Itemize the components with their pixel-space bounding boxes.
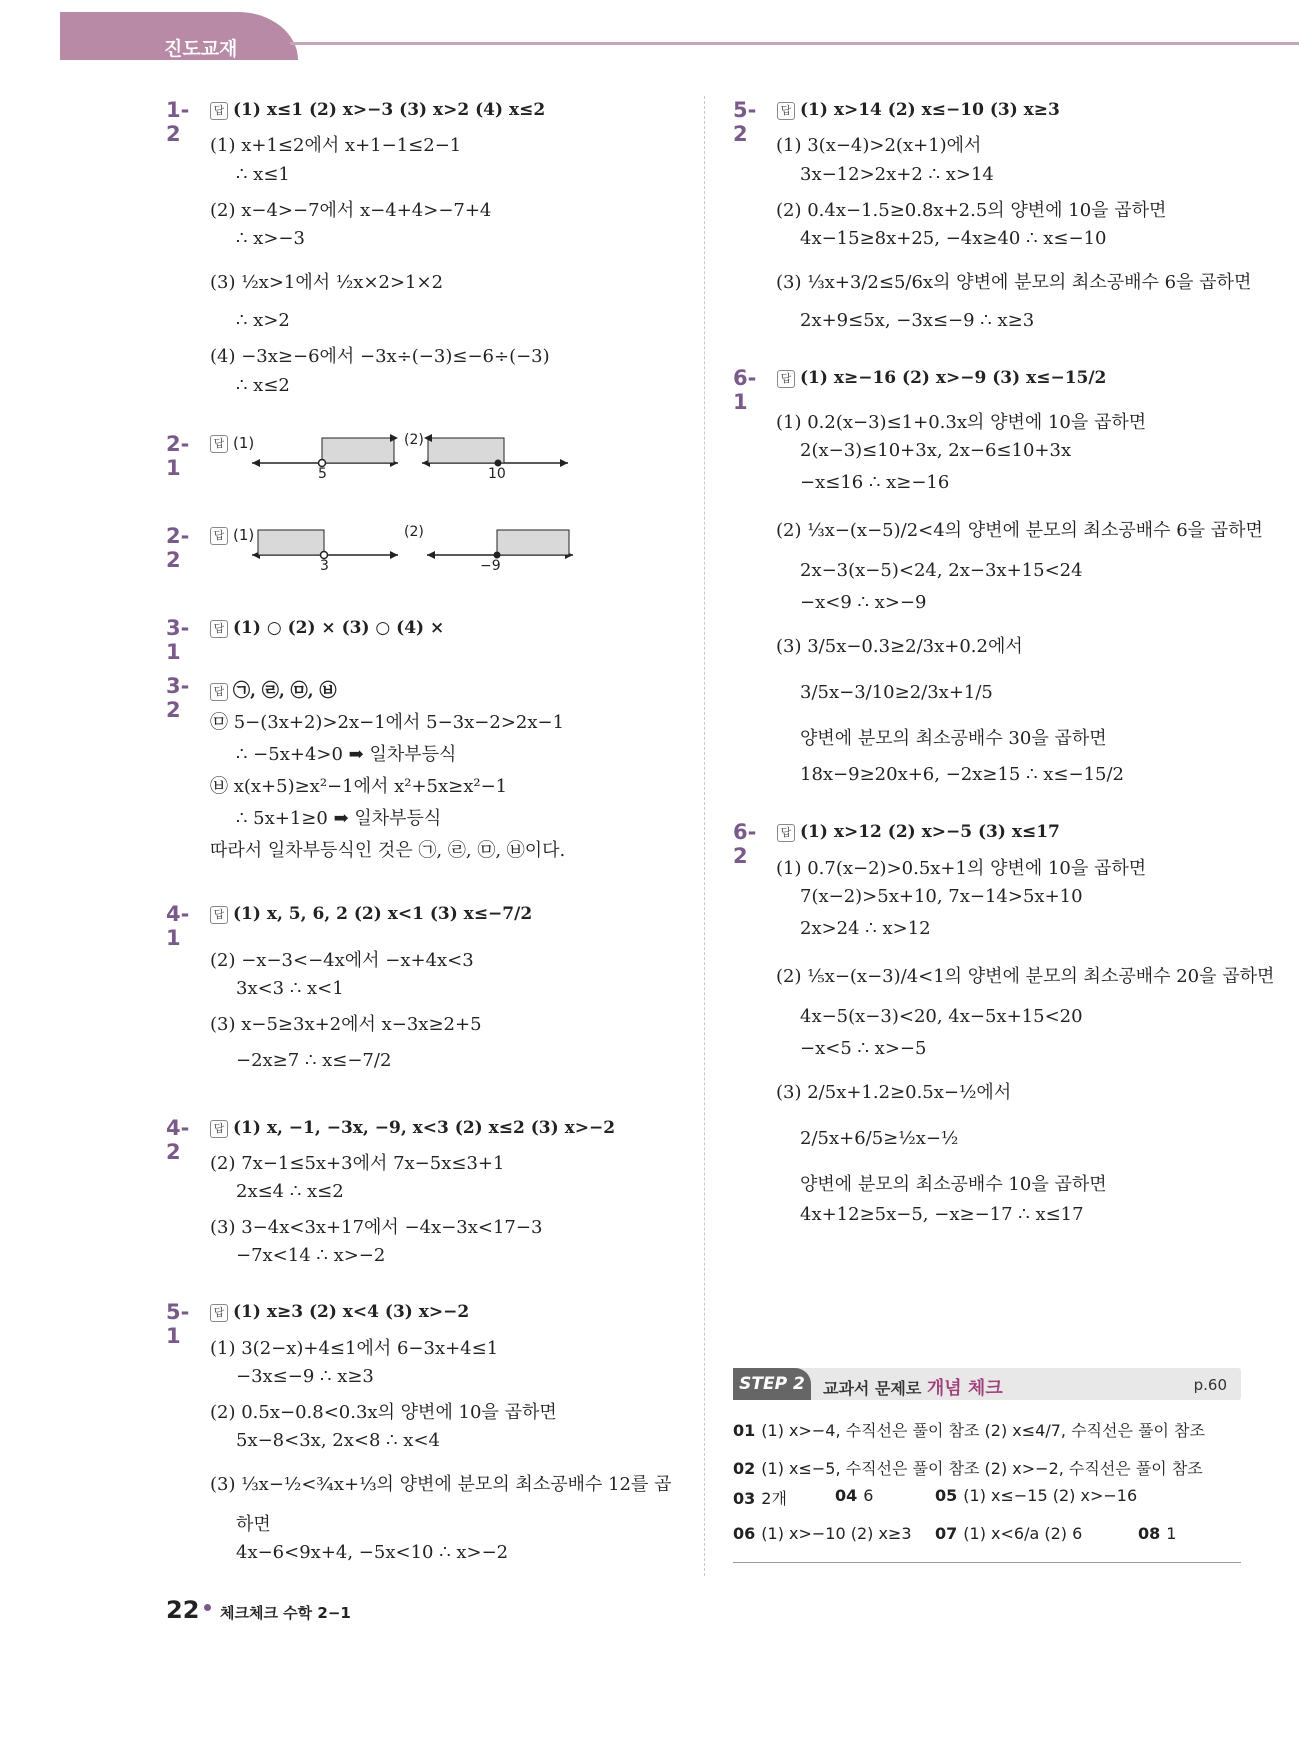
problem-number: 4-2 — [166, 1116, 190, 1164]
solution-line: ∴ x≤2 — [236, 375, 290, 396]
book-title: 체크체크 수학 2−1 — [220, 1604, 351, 1622]
solution-line: 4x−6<9x+4, −5x<10 ∴ x>−2 — [236, 1542, 509, 1563]
answer-icon: 답 — [210, 527, 228, 545]
step2-item: 02 (1) x≤−5, 수직선은 풀이 참조 (2) x>−2, 수직선은 풀이 참조 — [733, 1459, 1203, 1478]
solution-line: 3/5x−3/10≥2/3x+1/5 — [800, 682, 993, 703]
step2-bottom-rule — [733, 1562, 1241, 1563]
solution-line: 5x−8<3x, 2x<8 ∴ x<4 — [236, 1430, 440, 1451]
tick-label: −9 — [480, 558, 501, 574]
solution-line: 2/5x+6/5≥½x−½ — [800, 1128, 959, 1149]
solution-line: 18x−9≥20x+6, −2x≥15 ∴ x≤−15/2 — [800, 764, 1125, 785]
answer-line: 답 (1) x≥−16 (2) x>−9 (3) x≤−15/2 — [777, 368, 1106, 388]
solution-line: 양변에 분모의 최소공배수 10을 곱하면 — [800, 1174, 1107, 1195]
solution-line: (2) 7x−1≤5x+3에서 7x−5x≤3+1 — [210, 1153, 505, 1174]
answer-line: 답 (1) — [210, 434, 254, 453]
sub-label: (2) — [404, 524, 424, 540]
solution-line: 2x+9≤5x, −3x≤−9 ∴ x≥3 — [800, 310, 1035, 331]
solution-line: 따라서 일차부등식인 것은 ㉠, ㉣, ㉤, ㉥이다. — [210, 840, 566, 861]
step2-item: 03 2개 — [733, 1489, 787, 1508]
answer-line: 답 (1) — [210, 526, 254, 545]
step2-item: 04 6 — [835, 1486, 874, 1505]
solution-line: (2) ⅓x−(x−5)/2<4의 양변에 분모의 최소공배수 6을 곱하면 — [776, 520, 1263, 541]
solution-line: ㉤ 5−(3x+2)>2x−1에서 5−3x−2>2x−1 — [210, 712, 565, 733]
step2-item: 01 (1) x>−4, 수직선은 풀이 참조 (2) x≤4/7, 수직선은 풀이 참조 — [733, 1421, 1205, 1440]
solution-line: 3x<3 ∴ x<1 — [236, 978, 344, 999]
solution-line: 4x−15≥8x+25, −4x≥40 ∴ x≤−10 — [800, 228, 1107, 249]
solution-line: −2x≥7 ∴ x≤−7/2 — [236, 1050, 392, 1071]
solution-line: −x≤16 ∴ x≥−16 — [800, 472, 950, 493]
solution-line: 2(x−3)≤10+3x, 2x−6≤10+3x — [800, 440, 1072, 461]
answer-line: 답 (1) x≥3 (2) x<4 (3) x>−2 — [210, 1302, 469, 1322]
solution-line: −x<5 ∴ x>−5 — [800, 1038, 927, 1059]
solution-line: 4x−5(x−3)<20, 4x−5x+15<20 — [800, 1006, 1083, 1027]
solution-line: 2x≤4 ∴ x≤2 — [236, 1181, 344, 1202]
step2-item: 07 (1) x<6/a (2) 6 — [935, 1524, 1083, 1543]
problem-number: 6-1 — [733, 366, 757, 414]
answer-line: 답 (1) x, 5, 6, 2 (2) x<1 (3) x≤−7/2 — [210, 904, 532, 924]
problem-number: 3-2 — [166, 674, 190, 722]
solution-line: (1) x+1≤2에서 x+1−1≤2−1 — [210, 135, 462, 156]
solution-line: −x<9 ∴ x>−9 — [800, 592, 927, 613]
problem-number: 2-1 — [166, 432, 190, 480]
solution-line: ∴ x>2 — [236, 310, 290, 331]
step2-page-ref: p.60 — [1193, 1376, 1227, 1394]
solution-line: 2x−3(x−5)<24, 2x−3x+15<24 — [800, 560, 1083, 581]
solution-line: (4) −3x≥−6에서 −3x÷(−3)≤−6÷(−3) — [210, 346, 550, 367]
answer-icon: 답 — [210, 620, 228, 638]
header-rule — [290, 42, 1299, 45]
answer-icon: 답 — [210, 435, 228, 453]
answer-icon: 답 — [777, 824, 795, 842]
problem-number: 5-1 — [166, 1300, 190, 1348]
solution-line: (3) x−5≥3x+2에서 x−3x≥2+5 — [210, 1014, 482, 1035]
solution-line: (3) 2/5x+1.2≥0.5x−½에서 — [776, 1082, 1012, 1103]
answer-line: 답 ㉠, ㉣, ㉤, ㉥ — [210, 676, 337, 701]
solution-line: (1) 3(x−4)>2(x+1)에서 — [776, 135, 982, 156]
step2-title: 교과서 문제로 개념 체크 — [823, 1378, 1003, 1399]
solution-line: (2) 0.4x−1.5≥0.8x+2.5의 양변에 10을 곱하면 — [776, 200, 1167, 221]
step2-item: 08 1 — [1138, 1524, 1177, 1543]
problem-number: 4-1 — [166, 902, 190, 950]
solution-line: (2) −x−3<−4x에서 −x+4x<3 — [210, 950, 474, 971]
page-number: 22 — [166, 1596, 200, 1624]
solution-line: (3) ⅓x+3/2≤5/6x의 양변에 분모의 최소공배수 6을 곱하면 — [776, 272, 1252, 293]
footer-bullet — [204, 1604, 211, 1611]
answer-icon: 답 — [210, 906, 228, 924]
solution-line: (3) 3−4x<3x+17에서 −4x−3x<17−3 — [210, 1217, 543, 1238]
step2-header — [733, 1368, 1241, 1400]
problem-number: 3-1 — [166, 616, 190, 664]
tick-label: 3 — [320, 558, 329, 574]
solution-line: (2) ⅕x−(x−3)/4<1의 양변에 분모의 최소공배수 20을 곱하면 — [776, 966, 1275, 987]
solution-line: ∴ x>−3 — [236, 228, 305, 249]
solution-line: (3) ½x>1에서 ½x×2>1×2 — [210, 272, 444, 293]
header-tab-label: 진도교재 — [164, 38, 238, 60]
problem-number: 6-2 — [733, 820, 757, 868]
number-line-2-2-2 — [425, 522, 575, 562]
answer-icon: 답 — [210, 683, 228, 701]
header-tab — [60, 12, 298, 60]
answer-line: 답 (1) ○ (2) × (3) ○ (4) × — [210, 618, 444, 638]
column-divider — [704, 96, 705, 1576]
step2-badge: STEP 2 — [733, 1368, 811, 1400]
solution-line: (3) ⅓x−½<¾x+⅓의 양변에 분모의 최소공배수 12를 곱 — [210, 1474, 672, 1495]
sub-label: (2) — [404, 432, 424, 448]
solution-line: (1) 3(2−x)+4≤1에서 6−3x+4≤1 — [210, 1338, 499, 1359]
step2-item: 06 (1) x>−10 (2) x≥3 — [733, 1524, 912, 1543]
answer-line: 답 (1) x≤1 (2) x>−3 (3) x>2 (4) x≤2 — [210, 100, 545, 120]
solution-line: 7(x−2)>5x+10, 7x−14>5x+10 — [800, 886, 1083, 907]
solution-line: (2) 0.5x−0.8<0.3x의 양변에 10을 곱하면 — [210, 1402, 557, 1423]
answer-line: 답 (1) x, −1, −3x, −9, x<3 (2) x≤2 (3) x>−2 — [210, 1118, 615, 1138]
solution-line: 4x+12≥5x−5, −x≥−17 ∴ x≤17 — [800, 1204, 1084, 1225]
number-line-2-1-1 — [250, 430, 400, 470]
answer-icon: 답 — [210, 1120, 228, 1138]
answer-icon: 답 — [777, 102, 795, 120]
answer-icon: 답 — [210, 102, 228, 120]
problem-number: 1-2 — [166, 98, 190, 146]
number-line-2-1-2 — [420, 430, 570, 470]
solution-line: 하면 — [236, 1514, 271, 1535]
solution-line: ∴ x≤1 — [236, 164, 290, 185]
solution-line: ㉥ x(x+5)≥x²−1에서 x²+5x≥x²−1 — [210, 776, 508, 797]
solution-line: (1) 0.2(x−3)≤1+0.3x의 양변에 10을 곱하면 — [776, 412, 1147, 433]
tick-label: 10 — [488, 466, 506, 482]
answer-line: 답 (1) x>14 (2) x≤−10 (3) x≥3 — [777, 100, 1060, 120]
solution-line: 3x−12>2x+2 ∴ x>14 — [800, 164, 994, 185]
solution-line: −3x≤−9 ∴ x≥3 — [236, 1366, 374, 1387]
number-line-2-2-1 — [250, 522, 400, 562]
solution-line: (2) x−4>−7에서 x−4+4>−7+4 — [210, 200, 492, 221]
step2-item: 05 (1) x≤−15 (2) x>−16 — [935, 1486, 1138, 1505]
solution-line: 2x>24 ∴ x>12 — [800, 918, 931, 939]
solution-line: (3) 3/5x−0.3≥2/3x+0.2에서 — [776, 636, 1023, 657]
answer-line: 답 (1) x>12 (2) x>−5 (3) x≤17 — [777, 822, 1060, 842]
answer-icon: 답 — [777, 370, 795, 388]
problem-number: 2-2 — [166, 524, 190, 572]
solution-line: 양변에 분모의 최소공배수 30을 곱하면 — [800, 728, 1107, 749]
solution-line: ∴ 5x+1≥0 ➡ 일차부등식 — [236, 808, 442, 829]
solution-line: (1) 0.7(x−2)>0.5x+1의 양변에 10을 곱하면 — [776, 858, 1147, 879]
problem-number: 5-2 — [733, 98, 757, 146]
solution-line: −7x<14 ∴ x>−2 — [236, 1245, 386, 1266]
answer-icon: 답 — [210, 1304, 228, 1322]
tick-label: 5 — [318, 466, 327, 482]
solution-line: ∴ −5x+4>0 ➡ 일차부등식 — [236, 744, 457, 765]
